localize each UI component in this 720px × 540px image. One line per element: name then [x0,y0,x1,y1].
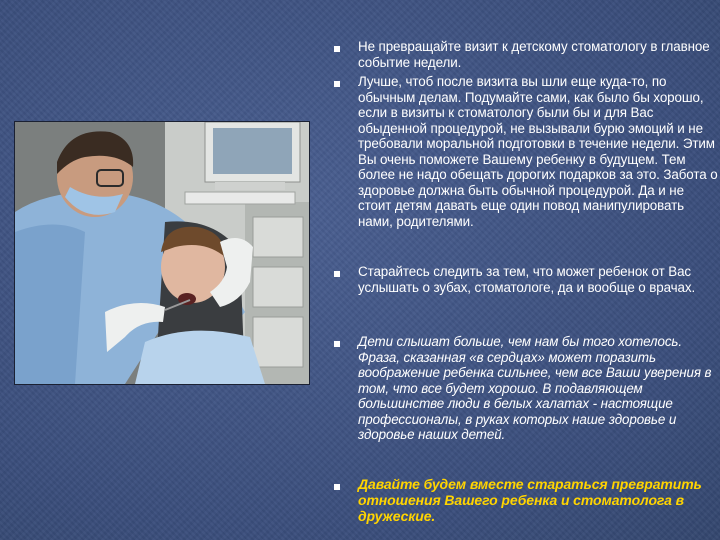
bullet-marker [334,46,340,52]
bullet-marker [334,81,340,87]
bullet-item-2: Лучше, чтоб после визита вы шли еще куда-то, по обычным делам. Подумайте сами, как было бы хорошо, если в визиты к стоматологу были бы и для Вас обыденной процедурой, не вызывали бурю эмоций и не требовали моральной подготовки в течение недели. Этим Вы очень поможете Вашему ребенку в будущем. Тем более не надо обещать дорогих подарков за это. Забота о здоровье должна быть обычной процедурой. Да и не стоит детям давать еще один повод манипулировать нами, родителями. [358,74,718,229]
bullet-item-3: Старайтесь следить за тем, что может ребенок от Вас услышать о зубах, стоматологе, да и вообще о врачах. [358,264,696,295]
bullet-marker [334,271,340,277]
bullet-item-5: Давайте будем вместе стараться превратить отношения Вашего ребенка и стоматолога в дружеские. [358,476,702,524]
bullet-item-4: Дети слышат больше, чем нам бы того хотелось. Фраза, сказанная «в сердцах» может поразить воображение ребенка сильнее, чем все Ваши уверения в том, что все будет хорошо. В подавляющем большинстве люди в белых халатах - настоящие профессионалы, в руках которых наше здоровье и здоровье наших детей. [358,334,712,442]
bullet-item-1: Не превращайте визит к детскому стоматологу в главное событие недели. [358,39,710,70]
bullet-marker [334,484,340,490]
bullet-marker [334,341,340,347]
